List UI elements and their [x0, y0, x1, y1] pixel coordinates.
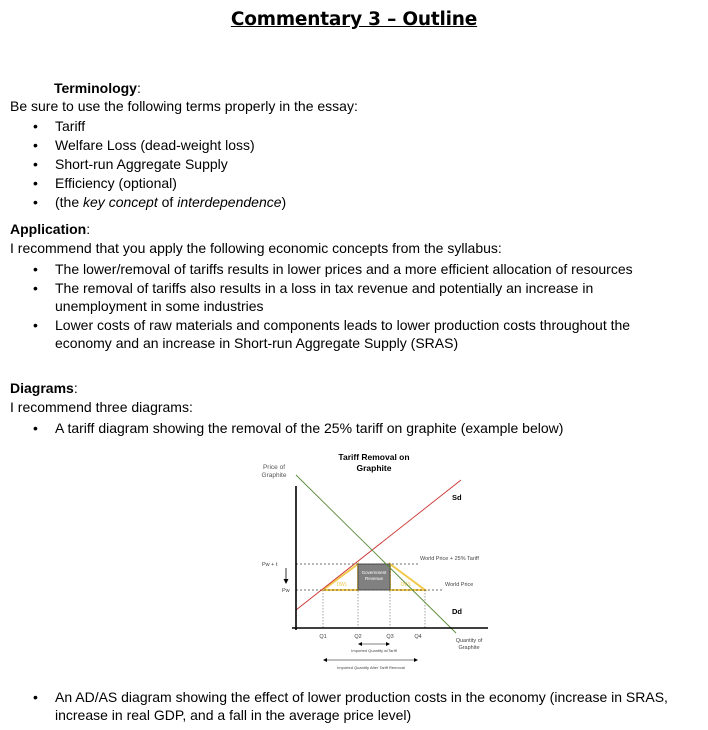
terminology-heading-line [54, 80, 141, 97]
supply-label: Sd [452, 493, 462, 502]
item-text-emphasis: interdependence [177, 194, 282, 210]
diagram-title-line2: Graphite [356, 463, 392, 473]
application-item-text: The removal of tariffs also results in a loss in tax revenue and potentially an increase in [55, 280, 594, 296]
application-heading: Application [10, 221, 87, 237]
application-item-text-cont: unemployment in some industries [55, 298, 264, 314]
application-heading-line [10, 221, 90, 238]
x-axis-label-line1: Quantity of [455, 638, 483, 644]
diagrams-item-text-cont: increase in real GDP, and a fall in the average price level) [55, 707, 412, 723]
diagrams-heading: Diagrams [10, 380, 74, 396]
diagrams-item-text: A tariff diagram showing the removal of the 25% tariff on graphite (example below) [55, 420, 564, 436]
arrowhead-left [358, 642, 362, 646]
bullet-dot: • [33, 194, 38, 210]
bullet-dot: • [33, 280, 38, 296]
terminology-colon: : [136, 80, 141, 96]
application-intro: I recommend that you apply the following economic concepts from the syllabus: [10, 240, 502, 256]
item-text-part: (the [55, 194, 84, 210]
terminology-item-text: Short-run Aggregate Supply [55, 156, 228, 172]
demand-curve [296, 475, 456, 633]
bullet-dot: • [33, 317, 38, 333]
bullet-dot: • [33, 118, 38, 134]
arrowhead-right [414, 658, 418, 662]
application-colon: : [86, 221, 91, 237]
item-text-part: ) [281, 194, 287, 210]
terminology-heading: Terminology [54, 80, 137, 96]
application-item-text: Lower costs of raw materials and components leads to lower production costs throughout the [55, 317, 631, 333]
application-item-text: The lower/removal of tariffs results in lower prices and a more efficient allocation of resources [55, 261, 633, 277]
item-text-part: of [157, 194, 178, 210]
dwl-right-label: DWL [400, 582, 412, 588]
q3-label: Q3 [386, 634, 394, 640]
demand-label: Dd [452, 607, 462, 616]
tariff-removal-diagram [256, 448, 506, 678]
bullet-dot: • [33, 420, 38, 436]
diagram-title-line1: Tariff Removal on [338, 452, 410, 462]
bullet-dot: • [33, 137, 38, 153]
price-drop-arrowhead [284, 579, 289, 584]
gov-revenue-label-line1: Government [361, 570, 387, 575]
pw-t-label: Pw + t [262, 562, 278, 568]
gov-revenue-label-line2: Revenue [364, 576, 384, 581]
bullet-dot: • [33, 261, 38, 277]
terminology-item-text: Welfare Loss (dead-weight loss) [55, 137, 255, 153]
diagrams-colon: : [73, 380, 78, 396]
y-axis-label-line1: Price of [262, 464, 286, 471]
q4-label: Q4 [414, 634, 422, 640]
terminology-item-text: Efficiency (optional) [55, 175, 177, 191]
imported-after-label: Imported Quantity After Tariff Removal [337, 665, 405, 670]
document-title: Commentary 3 – Outline [230, 9, 478, 30]
q2-label: Q2 [354, 634, 362, 640]
imported-with-tariff-label: Imported Quantity w/Tariff [351, 648, 397, 653]
dwl-left-label: DWL [336, 582, 348, 588]
arrowhead-right [386, 642, 390, 646]
terminology-intro: Be sure to use the following terms properly in the essay: [10, 98, 358, 114]
bullet-dot: • [33, 689, 38, 705]
terminology-item-text: Tariff [55, 118, 86, 134]
arrowhead-left [323, 658, 327, 662]
item-text-emphasis: key concept [83, 194, 158, 210]
terminology-item-text [55, 193, 286, 211]
world-price-tariff-label: World Price + 25% Tariff [420, 556, 479, 562]
x-axis-label-line2: Graphite [458, 645, 480, 651]
bullet-dot: • [33, 156, 38, 172]
world-price-label: World Price [445, 582, 474, 588]
bullet-dot: • [33, 175, 38, 191]
diagrams-item-text: An AD/AS diagram showing the effect of lower production costs in the economy (increase in SRAS, [55, 689, 668, 705]
diagrams-heading-line [10, 380, 78, 397]
application-item-text-cont: economy and an increase in Short-run Aggregate Supply (SRAS) [55, 335, 459, 351]
pw-label: Pw [282, 588, 290, 594]
y-axis-label-line2: Graphite [261, 472, 287, 479]
q1-label: Q1 [319, 634, 327, 640]
diagrams-intro: I recommend three diagrams: [10, 399, 193, 415]
